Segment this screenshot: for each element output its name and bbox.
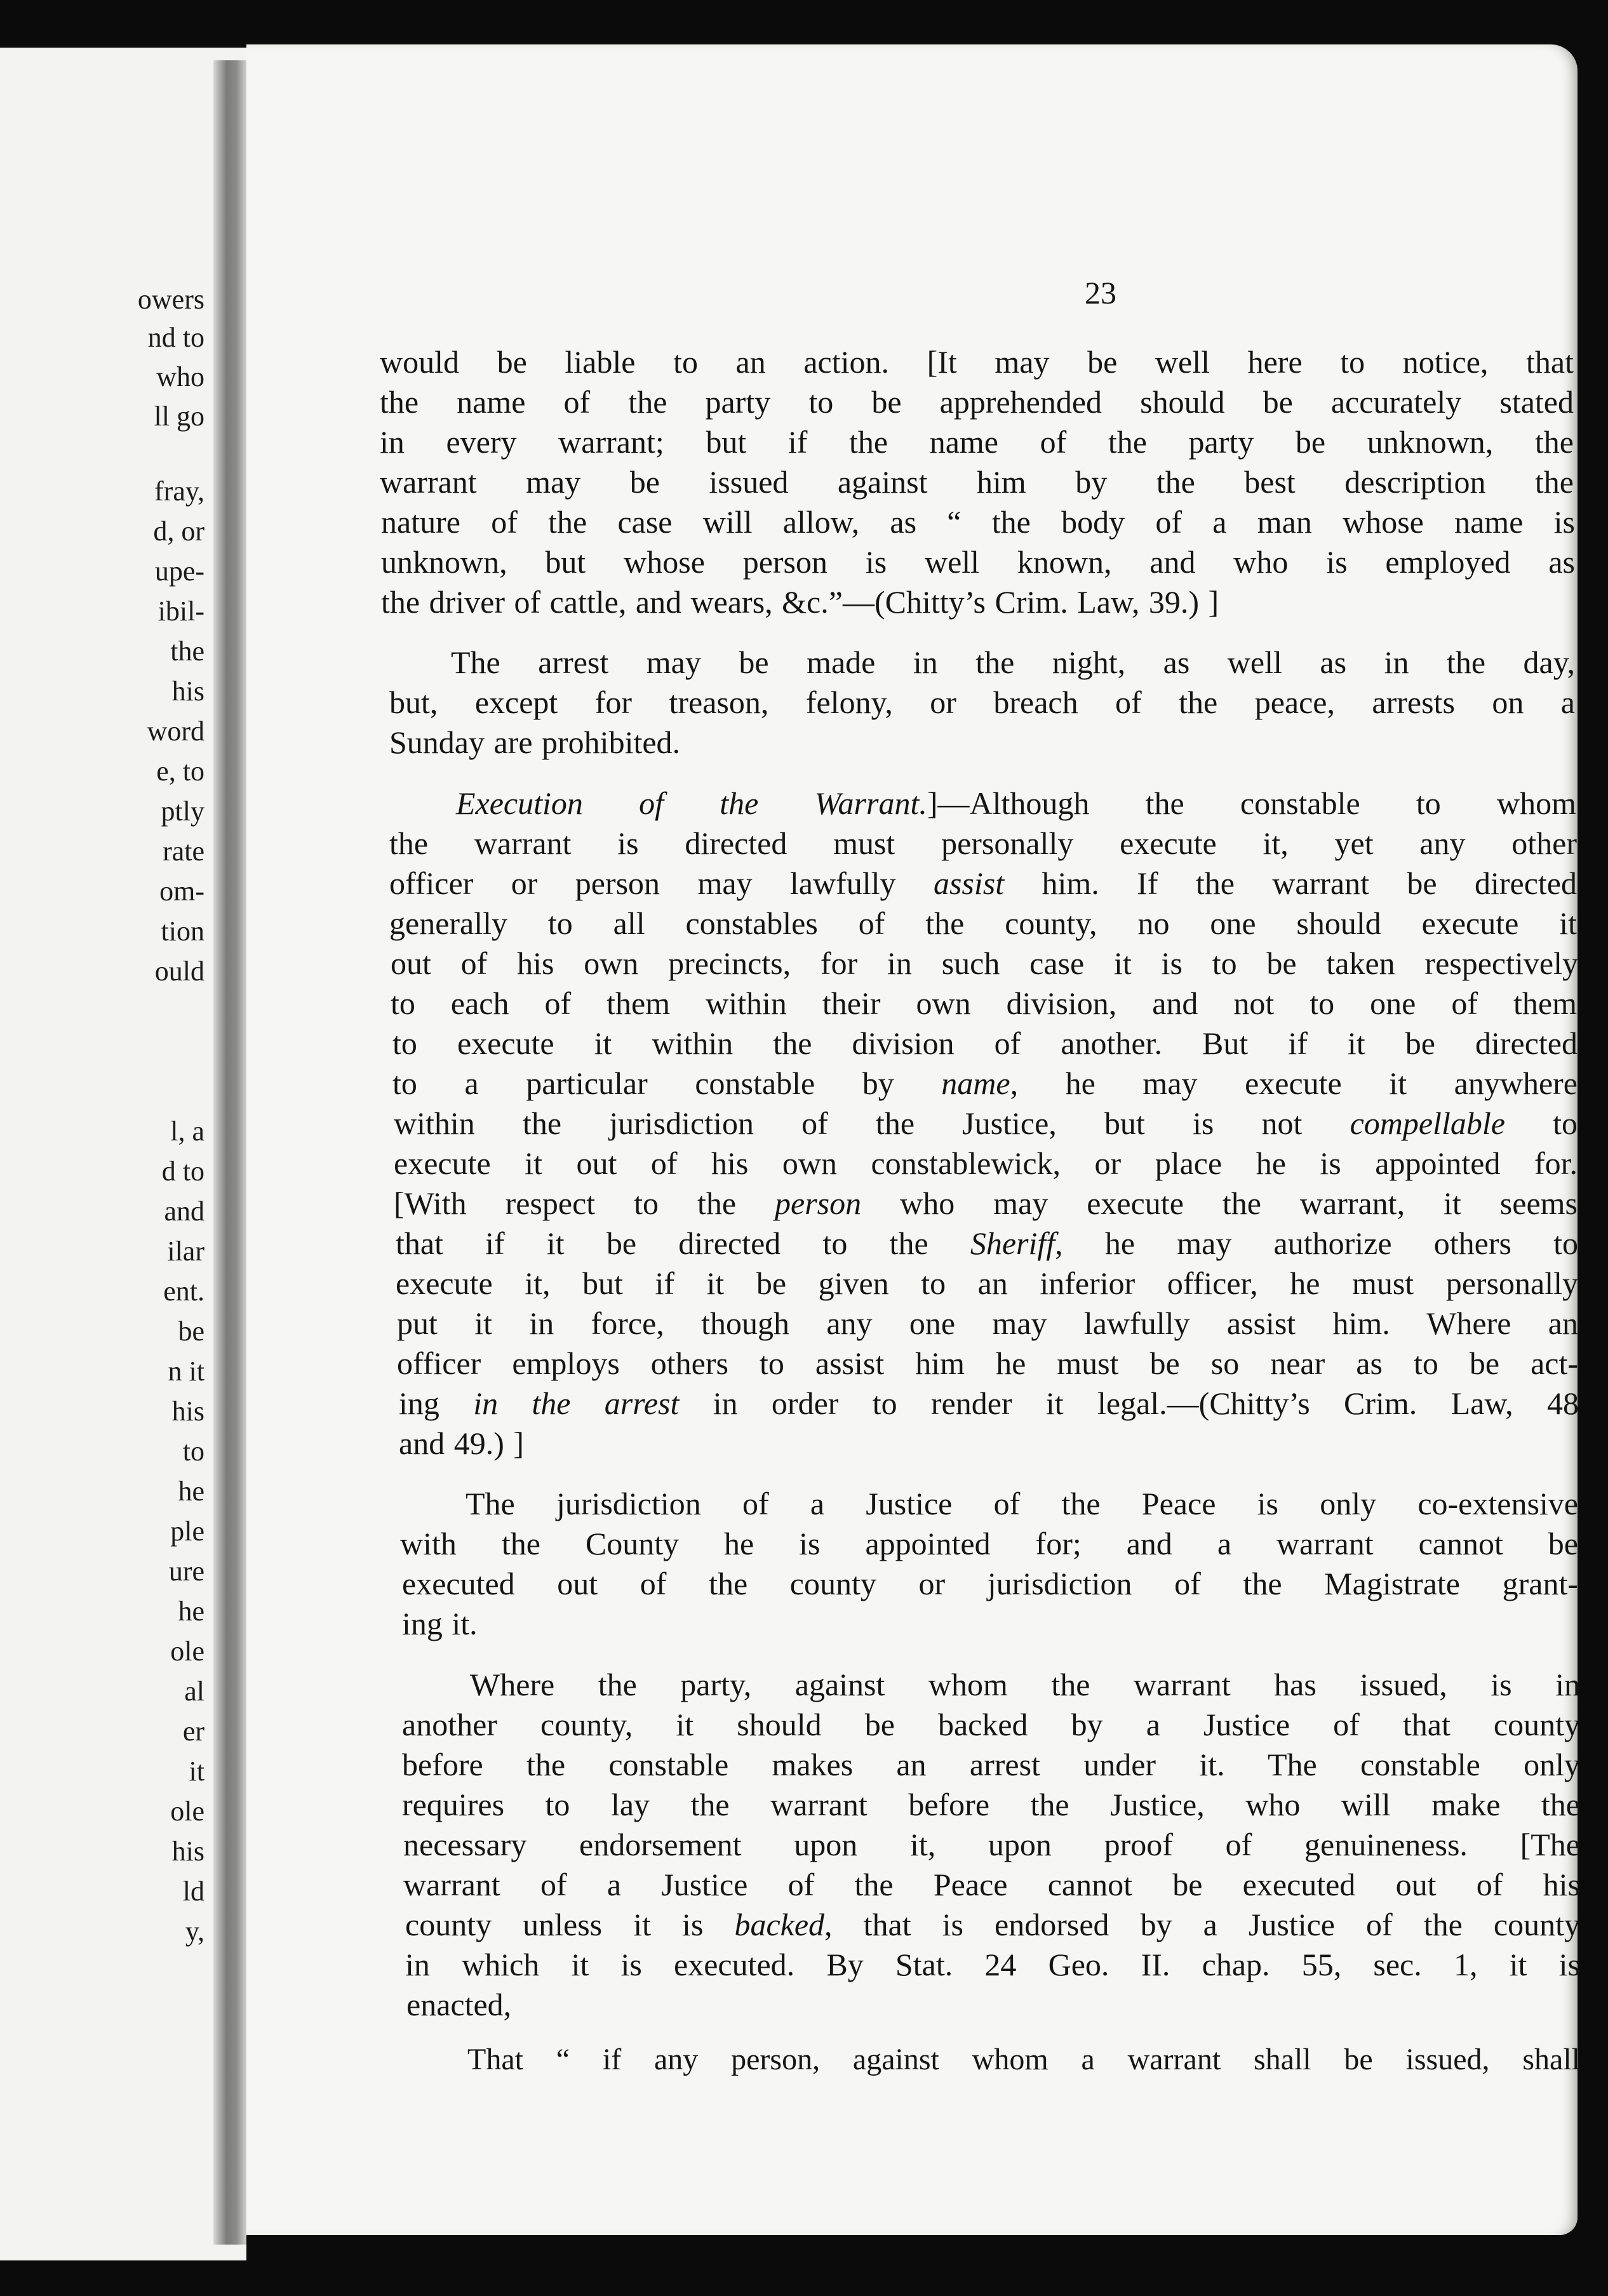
right-page	[246, 44, 1581, 2235]
text-line: to each of them within their own division, and not to one of them	[391, 985, 1577, 1021]
left-page-fragment: and	[164, 1196, 204, 1227]
left-page-fragment: om-	[159, 876, 204, 907]
left-page-fragment: d to	[161, 1156, 204, 1187]
text-line: officer employs others to assist him he must be so near as to be act-	[397, 1345, 1578, 1381]
text-line: nature of the case will allow, as “ the body of a man whose name is	[381, 504, 1575, 540]
left-page-fragment: upe-	[154, 556, 204, 587]
text-line: county unless it is backed, that is endorsed by a Justice of the county	[405, 1907, 1581, 1942]
text-line: enacted,	[406, 1987, 512, 2022]
left-page-fragment: he	[178, 1476, 204, 1507]
left-page-fragment: the	[170, 636, 204, 667]
left-page-fragment: be	[178, 1316, 204, 1347]
left-page-fragment: ptly	[161, 796, 204, 827]
text-line: ing it.	[402, 1606, 478, 1641]
text-line: in every warrant; but if the name of the party be unknown, the	[380, 424, 1574, 460]
text-line: execute it, but if it be given to an inferior officer, he must personally	[396, 1265, 1578, 1301]
text-line: within the jurisdiction of the Justice, but is not compellable to	[394, 1105, 1578, 1141]
text-line: That “ if any person, against whom a warrant shall be issued, shall	[467, 2043, 1580, 2076]
text-line: to execute it within the division of another. But if it be directed	[392, 1025, 1578, 1061]
left-page-fragment: l, a	[170, 1116, 204, 1147]
text-line: in which it is executed. By Stat. 24 Geo. II. chap. 55, sec. 1, it is	[405, 1947, 1580, 1982]
book-spine	[213, 60, 246, 2245]
text-line: necessary endorsement upon it, upon proof of genuineness. [The	[403, 1827, 1580, 1862]
text-line: executed out of the county or jurisdiction of the Magistrate grant-	[402, 1566, 1578, 1601]
left-page-fragment: d, or	[153, 516, 204, 547]
text-line: The arrest may be made in the night, as well as in the day,	[451, 644, 1575, 680]
text-line: officer or person may lawfully assist him. If the warrant be directed	[389, 865, 1577, 901]
text-line: The jurisdiction of a Justice of the Peace is only co-extensive	[466, 1486, 1578, 1521]
left-page-fragment: ole	[170, 1796, 204, 1827]
text-line: warrant may be issued against him by the best description the	[380, 464, 1574, 500]
text-line: ing in the arrest in order to render it legal.—(Chitty’s Crim. Law, 48	[399, 1385, 1579, 1421]
left-page-fragment: y,	[185, 1916, 204, 1947]
left-page-fragment: he	[178, 1596, 204, 1627]
left-page-fragment: who	[156, 361, 204, 392]
text-line: requires to lay the warrant before the Justice, who will make the	[402, 1787, 1580, 1822]
left-page-fragment: er	[182, 1716, 204, 1747]
left-page-fragment: n it	[168, 1356, 204, 1387]
left-page-fragment: his	[171, 676, 204, 707]
left-page-fragment: word	[147, 716, 204, 747]
text-line: another county, it should be backed by a Justice of that county	[402, 1707, 1580, 1742]
text-line: the name of the party to be apprehended should be accurately stated	[380, 384, 1574, 420]
text-line: unknown, but whose person is well known, and who is employed as	[381, 544, 1575, 580]
left-page-fragment: ole	[170, 1636, 204, 1667]
left-page-fragment: ll go	[154, 401, 204, 432]
text-line: but, except for treason, felony, or breach of the peace, arrests on a	[389, 684, 1575, 720]
text-line: execute it out of his own constablewick, or place he is appointed for.	[394, 1145, 1578, 1181]
left-page-fragment: rate	[163, 836, 204, 867]
left-page-fragment: ent.	[163, 1276, 204, 1307]
left-page-fragment: ld	[182, 1876, 204, 1907]
text-line: out of his own precincts, for in such case it is to be taken respectively	[391, 945, 1578, 981]
text-line: the warrant is directed must personally execute it, yet any other	[389, 825, 1577, 861]
left-page-fragment: his	[171, 1396, 204, 1427]
left-page-fragment: his	[171, 1836, 204, 1867]
left-page-fragment: nd to	[147, 322, 204, 353]
text-line: Sunday are prohibited.	[389, 724, 681, 760]
left-page-fragment: e, to	[156, 756, 204, 787]
text-line: would be liable to an action. [It may be well here to notice, that	[380, 344, 1574, 380]
text-line: Execution of the Warrant.]—Although the constable to whom	[456, 785, 1576, 821]
left-page-fragment: to	[182, 1436, 204, 1467]
left-page-fragment: ould	[154, 956, 204, 987]
left-page-fragment: owers	[137, 284, 204, 315]
text-line: Where the party, against whom the warrant has issued, is in	[470, 1667, 1580, 1702]
left-page-fragment: ilar	[167, 1236, 204, 1267]
left-page-fragment: tion	[161, 916, 204, 947]
page-number: 23	[1085, 275, 1116, 310]
left-page-fragment: al	[184, 1676, 204, 1707]
text-line: the driver of cattle, and wears, &c.”—(Chitty’s Crim. Law, 39.) ]	[381, 584, 1219, 620]
left-page-fragment: ibil-	[157, 596, 204, 627]
text-line: put it in force, though any one may lawfully assist him. Where an	[397, 1305, 1578, 1341]
left-page-fragment: ure	[168, 1556, 204, 1587]
left-page-fragment: fray,	[154, 476, 204, 507]
text-line: with the County he is appointed for; and a warrant cannot be	[400, 1526, 1578, 1561]
left-page	[0, 48, 246, 2260]
text-line: that if it be directed to the Sheriff, he may authorize others to	[396, 1225, 1579, 1261]
text-line: to a particular constable by name, he may execute it anywhere	[392, 1065, 1578, 1101]
text-line: warrant of a Justice of the Peace cannot be executed out of his	[403, 1867, 1580, 1902]
text-line: generally to all constables of the county, no one should execute it	[389, 905, 1577, 941]
text-line: [With respect to the person who may execute the warrant, it seems	[394, 1185, 1578, 1221]
text-line: and 49.) ]	[399, 1425, 524, 1461]
left-page-fragment: ple	[170, 1516, 204, 1547]
text-line: before the constable makes an arrest under it. The constable only	[402, 1747, 1580, 1782]
left-page-fragment: it	[189, 1756, 204, 1787]
